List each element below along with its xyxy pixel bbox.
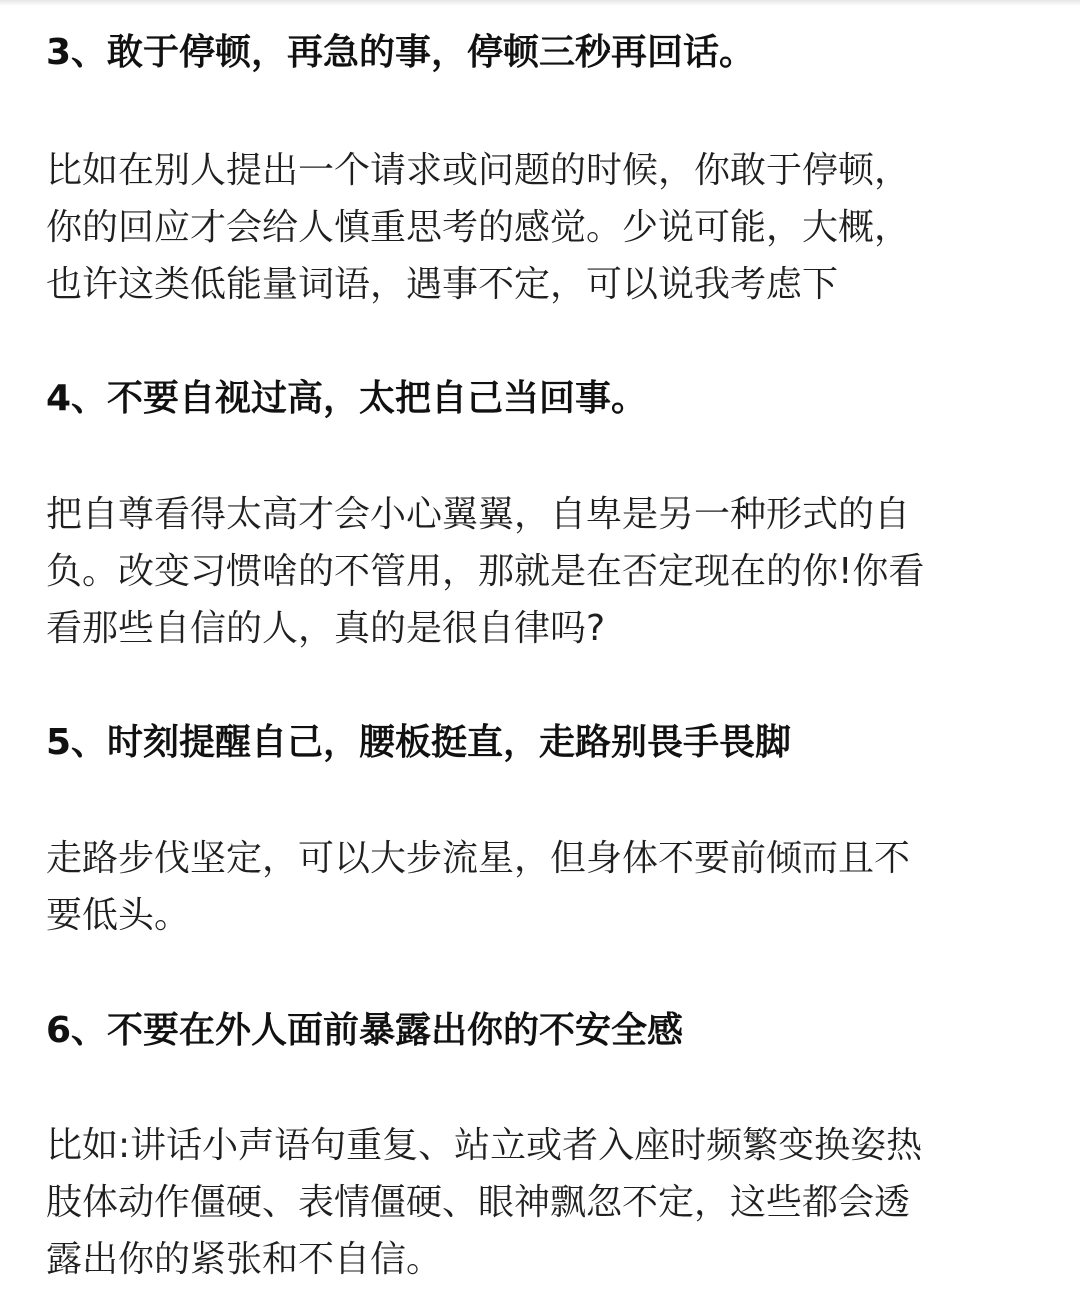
section-4-body-line-1: 把自尊看得太高才会小心翼翼，自卑是另一种形式的自 [46,494,911,535]
section-6-body-line-3: 露出你的紧张和不自信。 [46,1239,443,1280]
section-3-body-line-1: 比如在别人提出一个请求或问题的时候，你敢于停顿， [46,150,911,191]
section-3-heading: 3、敢于停顿，再急的事，停顿三秒再回话。 [46,32,756,73]
section-4-body [46,486,1046,657]
section-5-body-line-1: 走路步伐坚定，可以大步流星，但身体不要前倾而且不 [46,838,911,879]
section-6-body-line-2: 肢体动作僵硬、表情僵硬、眼神飘忽不定，这些都会透 [46,1182,911,1223]
section-3-body [46,142,1046,313]
top-edge-shadow [0,0,1080,6]
section-3-body-line-3: 也许这类低能量词语，遇事不定，可以说我考虑下 [46,264,839,305]
section-6-body-line-1: 比如:讲话小声语句重复、站立或者入座时频繁变换姿热 [46,1125,923,1166]
section-4-body-line-3: 看那些自信的人，真的是很自律吗? [46,608,606,649]
section-6-body [46,1117,1046,1288]
section-4-heading: 4、不要自视过高，太把自己当回事。 [46,378,648,419]
section-3-body-line-2: 你的回应才会给人慎重思考的感觉。少说可能，大概， [46,207,911,248]
section-5-heading: 5、时刻提醒自己，腰板挺直，走路别畏手畏脚 [46,722,792,763]
section-6-heading: 6、不要在外人面前暴露出你的不安全感 [46,1010,684,1051]
section-5-body-line-2: 要低头。 [46,895,191,936]
section-4-body-line-2: 负。改变习惯啥的不管用，那就是在否定现在的你!你看 [46,551,925,592]
section-5-body [46,830,1046,944]
